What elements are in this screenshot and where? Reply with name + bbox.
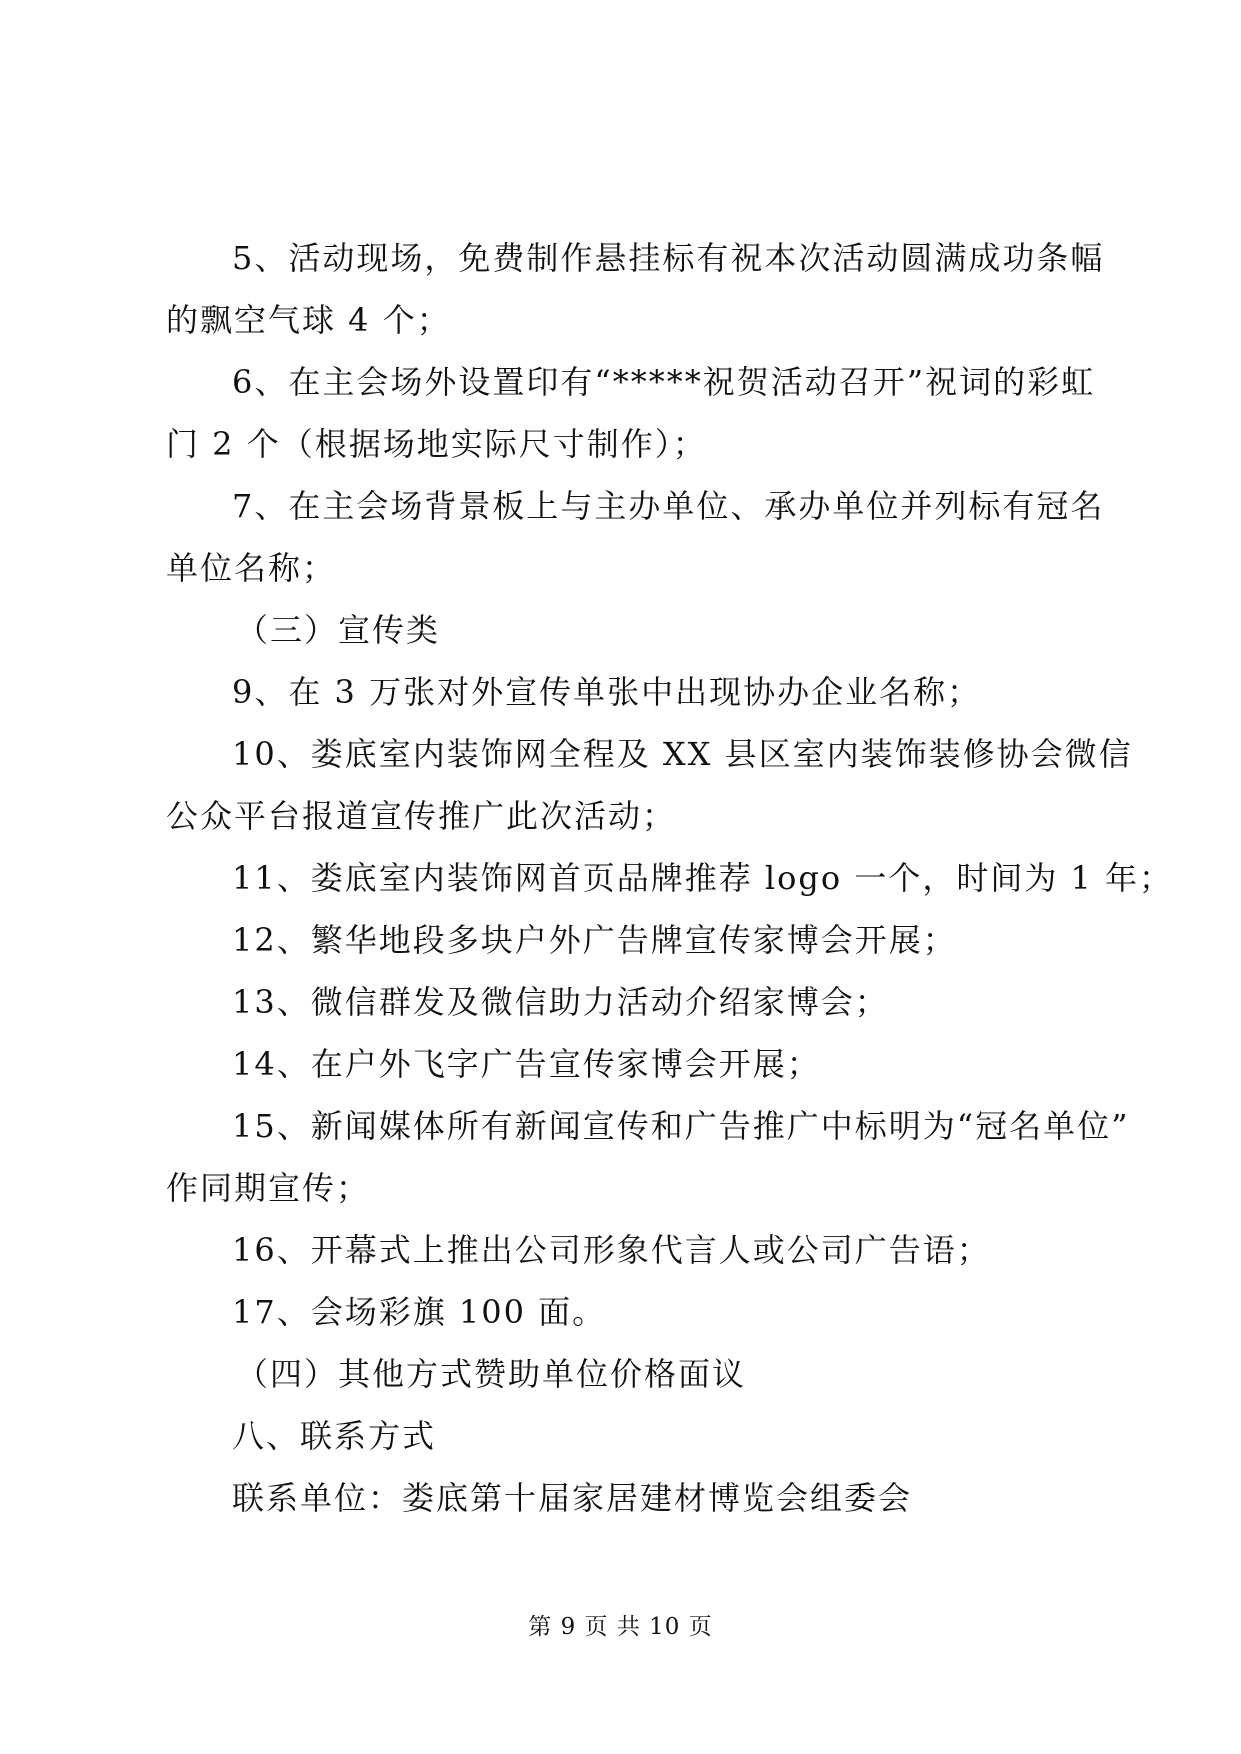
text-line: 9、在 3 万张对外宣传单张中出现协办企业名称；	[232, 673, 982, 711]
text-line: 的飘空气球 4 个；	[166, 301, 451, 339]
text-line: 公众平台报道宣传推广此次活动；	[166, 797, 677, 835]
text-line: 5、活动现场，免费制作悬挂标有祝本次活动圆满成功条幅	[232, 239, 1105, 277]
text-line: 14、在户外飞字广告宣传家博会开展；	[232, 1045, 821, 1083]
text-line: 作同期宣传；	[166, 1169, 371, 1207]
section-heading: 八、联系方式	[232, 1417, 437, 1455]
section-heading: （四）其他方式赞助单位价格面议	[236, 1355, 747, 1393]
text-line: 13、微信群发及微信助力活动介绍家博会；	[232, 983, 889, 1021]
contact-line: 联系单位：娄底第十届家居建材博览会组委会	[232, 1479, 913, 1517]
text-line: 门 2 个（根据场地实际尺寸制作）；	[166, 425, 707, 463]
text-line: 16、开幕式上推出公司形象代言人或公司广告语；	[232, 1231, 991, 1269]
text-line: 10、娄底室内装饰网全程及 XX 县区室内装饰装修协会微信	[232, 735, 1133, 773]
text-line: 单位名称；	[166, 549, 337, 587]
page-footer: 第 9 页 共 10 页	[528, 1614, 713, 1640]
text-line: 15、新闻媒体所有新闻宣传和广告推广中标明为“冠名单位”	[232, 1107, 1130, 1145]
text-line: 11、娄底室内装饰网首页品牌推荐 logo 一个，时间为 1 年；	[232, 859, 1174, 897]
text-line: 17、会场彩旗 100 面。	[232, 1293, 607, 1331]
text-line: 7、在主会场背景板上与主办单位、承办单位并列标有冠名	[232, 487, 1105, 525]
section-heading: （三）宣传类	[236, 611, 441, 649]
text-line: 6、在主会场外设置印有“*****祝贺活动召开”祝词的彩虹	[232, 363, 1096, 401]
text-line: 12、繁华地段多块户外广告牌宣传家博会开展；	[232, 921, 957, 959]
